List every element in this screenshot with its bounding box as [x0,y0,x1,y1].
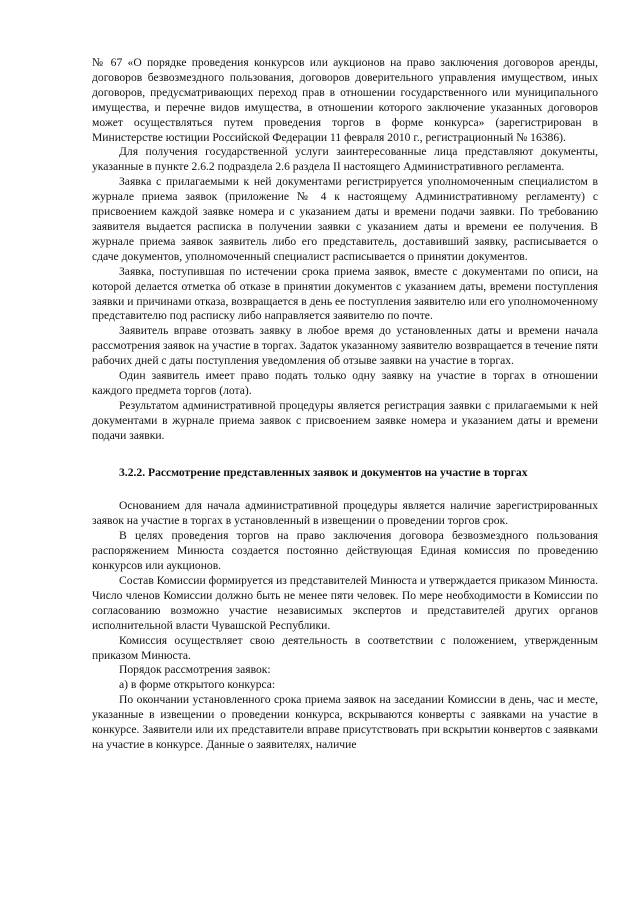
paragraph: Заявитель вправе отозвать заявку в любое время до установленных даты и времени начала рассмотрения заявок на участие в торгах. Задаток указанному заявителю возвращается в течение пяти рабочих дней с даты поступления уведомления об отзыве заявки на участие в торгах. [92,324,598,368]
paragraph: Основанием для начала административной процедуры является наличие зарегистрированных заявок на участие в торгах в установленный в извещении о проведении торгов срок. [92,499,598,528]
document-page [92,56,598,753]
section-heading: 3.2.2. Рассмотрение представленных заявок и документов на участие в торгах [119,465,528,479]
paragraph: Результатом административной процедуры является регистрация заявки с прилагаемыми к ней документами в журнале приема заявок с присвоением заявке номера и указанием даты и времени подачи заявки. [92,398,598,442]
paragraph: Порядок рассмотрения заявок: [119,663,271,677]
paragraph: Комиссия осуществляет свою деятельность в соответствии с положением, утвержденным приказом Минюста. [92,633,598,662]
paragraph: Состав Комиссии формируется из представителей Минюста и утверждается приказом Минюста. Число членов Комиссии должно быть не менее пяти человек. По мере необходимости в Комиссии по согласованию возможно участие независимых экспертов и представителей других органов исполнительной власти Чувашской Республики. [92,574,598,632]
paragraph: Для получения государственной услуги заинтересованные лица представляют документы, указанные в пункте 2.6.2 подраздела 2.6 раздела II настоящего Административного регламента. [92,145,598,174]
paragraph: а) в форме открытого конкурса: [119,678,276,692]
paragraph: В целях проведения торгов на право заключения договора безвозмездного пользования распоряжением Минюста создается постоянно действующая Единая комиссия по проведению конкурсов или аукционов. [92,529,598,573]
paragraph: По окончании установленного срока приема заявок на заседании Комиссии в день, час и месте, указанные в извещении о проведении конкурса, вскрываются конверты с заявками на участие в конкурсе. Заявители или их представители вправе присутствовать при вскрытии конвертов с заявками на участие в конкурсе. Данные о заявителях, наличие [92,693,598,751]
paragraph: Заявка с прилагаемыми к ней документами регистрируется уполномоченным специалистом в журнале приема заявок (приложение № 4 к настоящему Административному регламенту) с присвоением каждой заявке номера и с указанием даты и времени подачи заявки. По требованию заявителя выдается расписка в получении заявки с указанием даты и времени ее получения. В журнале приема заявок заявитель либо его представитель, доставивший заявку, расписывается о сдаче документов, уполномоченный специалист расписывается о принятии документов. [92,175,598,263]
paragraph: Заявка, поступившая по истечении срока приема заявок, вместе с документами по описи, на которой делается отметка об отказе в принятии документов с указанием даты, времени поступления заявки и причинами отказа, возвращается в день ее поступления заявителю или его уполномоченному представителю под расписку либо направляется заявителю по почте. [92,264,598,323]
paragraph: Один заявитель имеет право подать только одну заявку на участие в торгах в отношении каждого предмета торгов (лота). [92,369,598,397]
paragraph: № 67 «О порядке проведения конкурсов или аукционов на право заключения договоров аренды, договоров безвозмездного пользования, договоров доверительного управления имуществом, иных договоров, предусматривающих переход прав в отношении государственного или муниципального имущества, и перечне видов имущества, в отношении которого заключение указанных договоров может осуществляться путем проведения торгов в форме конкурса» (зарегистрирован в Министерстве юстиции Российской Федерации 11 февраля 2010 г., регистрационный № 16386). [92,56,598,144]
